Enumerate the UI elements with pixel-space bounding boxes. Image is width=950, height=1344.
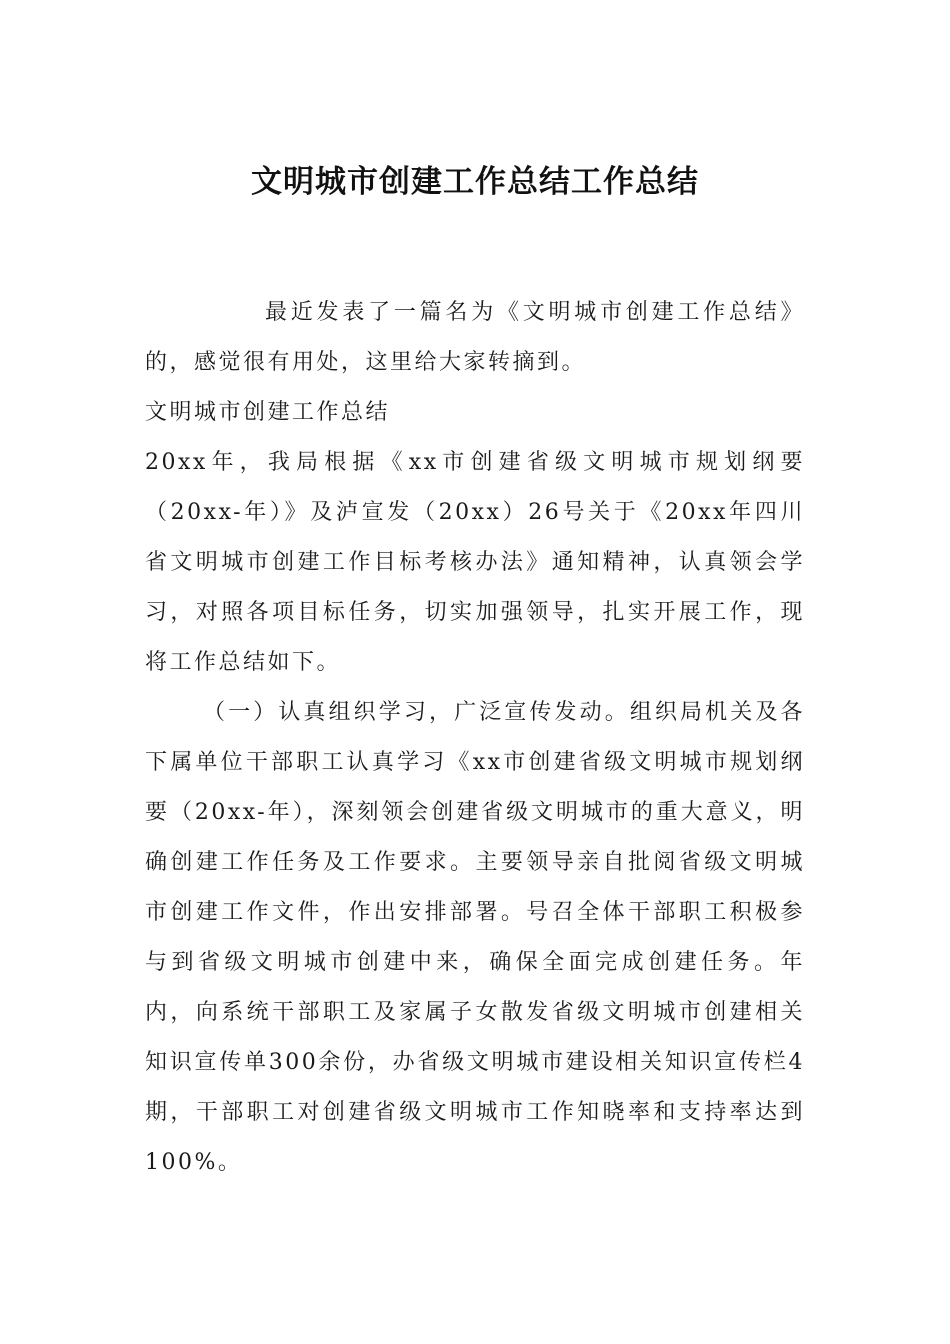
document-title: 文明城市创建工作总结工作总结	[251, 164, 699, 200]
section-heading: 文明城市创建工作总结	[145, 400, 391, 425]
document-body	[145, 288, 805, 1188]
summary-paragraph: 20xx年，我局根据《xx市创建省级文明城市规划纲要（20xx-年）》及泸宣发（20xx）26号关于《20xx年四川省文明城市创建工作目标考核办法》通知精神，认真领会学习，对照各项目标任务，切实加强领导，扎实开展工作，现将工作总结如下。	[145, 450, 805, 675]
intro-paragraph: 最近发表了一篇名为《文明城市创建工作总结》的，感觉很有用处，这里给大家转摘到。	[145, 300, 805, 375]
section-one-paragraph: （一）认真组织学习，广泛宣传发动。组织局机关及各下属单位干部职工认真学习《xx市创建省级文明城市规划纲要（20xx-年），深刻领会创建省级文明城市的重大意义，明确创建工作任务及工作要求。主要领导亲自批阅省级文明城市创建工作文件，作出安排部署。号召全体干部职工积极参与到省级文明城市创建中来，确保全面完成创建任务。年内，向系统干部职工及家属子女散发省级文明城市创建相关知识宣传单300余份，办省级文明城市建设相关知识宣传栏4期，干部职工对创建省级文明城市工作知晓率和支持率达到100%。	[145, 700, 805, 1175]
